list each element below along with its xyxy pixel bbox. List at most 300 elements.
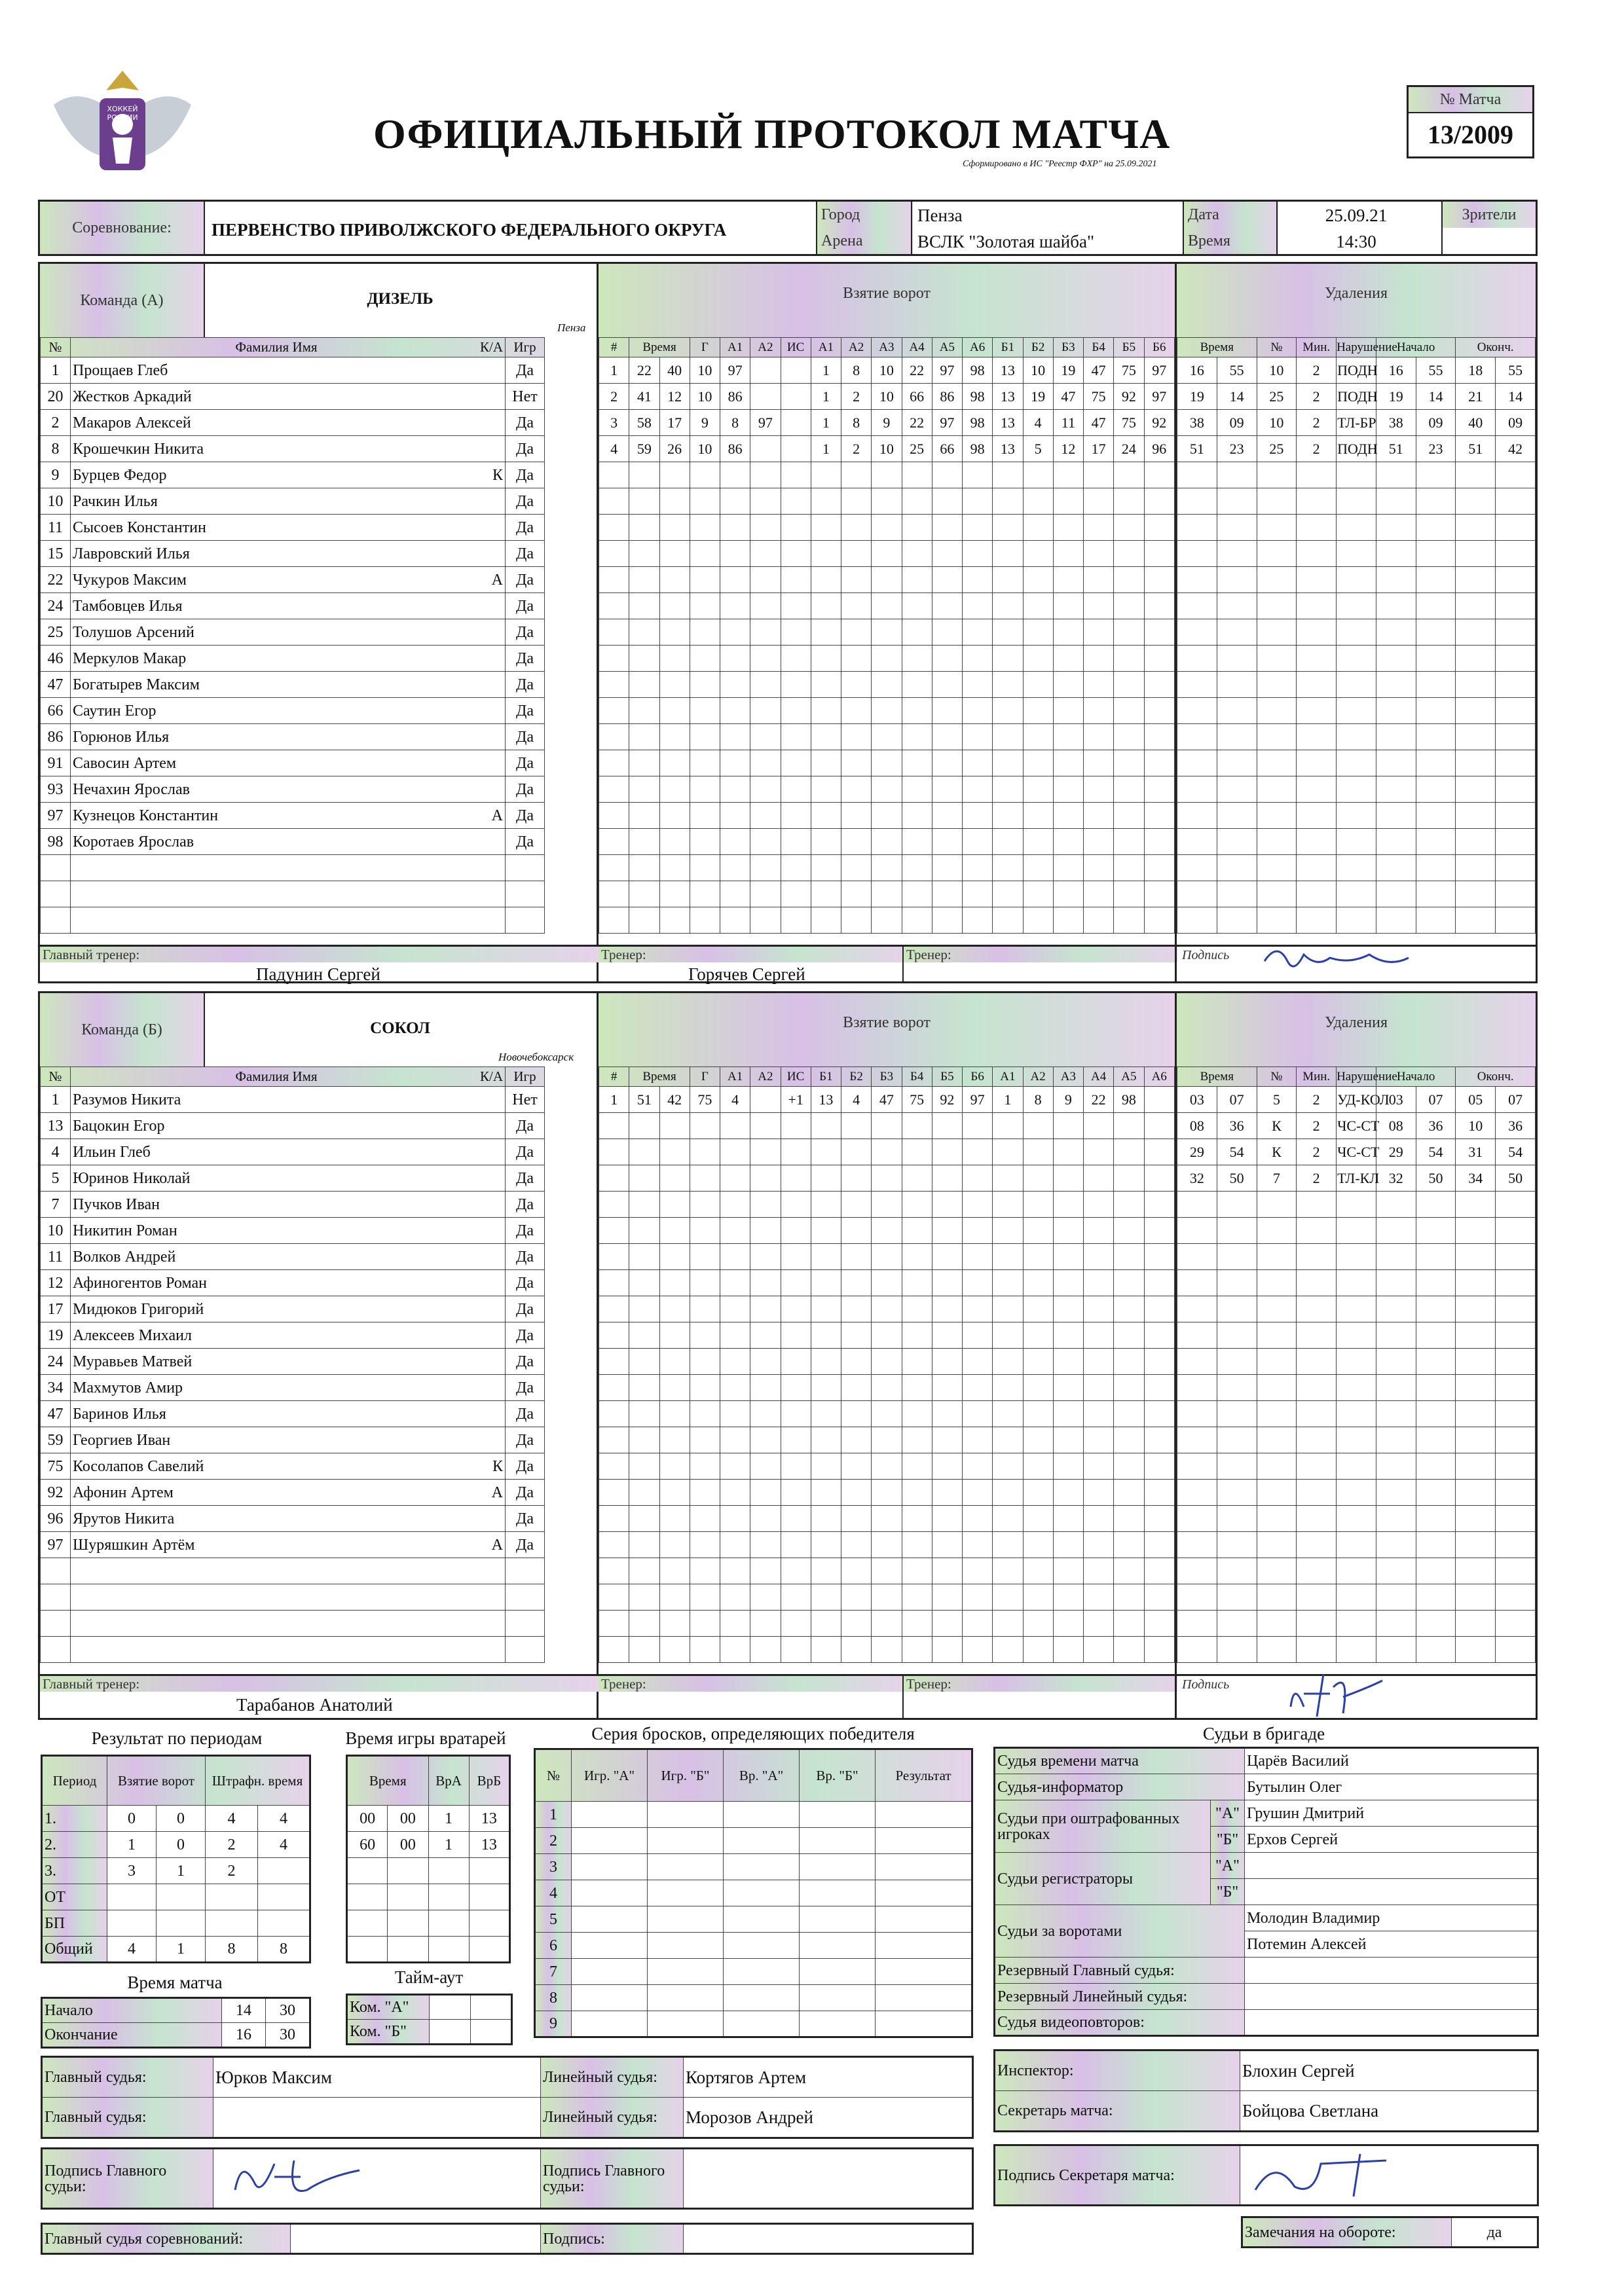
- goal-cell: [963, 1139, 993, 1165]
- player-row: [41, 881, 597, 907]
- goal-cell: [781, 1427, 811, 1453]
- col-header: Б1: [811, 1067, 841, 1087]
- shootout-cell: [648, 1802, 724, 1828]
- penalty-cell: [1376, 698, 1416, 724]
- goal-cell: [629, 1113, 659, 1139]
- goal-cell: [750, 619, 781, 646]
- penalty-cell: [1257, 1532, 1297, 1558]
- col-ka: К/А: [479, 1068, 503, 1084]
- goal-cell: 47: [1084, 357, 1114, 384]
- penalty-cell: [1337, 724, 1376, 750]
- penalty-cell: 36: [1217, 1113, 1257, 1139]
- goal-cell: [1114, 593, 1144, 619]
- goalie-value: [428, 1858, 469, 1884]
- goal-cell: [720, 672, 750, 698]
- goal-cell: [993, 750, 1023, 776]
- empty-cell: [41, 881, 71, 907]
- penalty-cell: [1416, 619, 1456, 646]
- goal-cell: [750, 881, 781, 907]
- player-row: [41, 1480, 597, 1506]
- goal-cell: [932, 462, 962, 488]
- player-played: Да: [506, 776, 545, 803]
- goal-cell: 66: [932, 436, 962, 462]
- penalty-cell: [1416, 1584, 1456, 1611]
- goal-cell: 10: [1023, 357, 1053, 384]
- goal-cell: [902, 1401, 932, 1427]
- player-row: [41, 1139, 597, 1165]
- goalie-value: 13: [469, 1832, 509, 1858]
- goal-cell: [659, 593, 690, 619]
- penalty-row: [1177, 593, 1536, 619]
- penalty-cell: [1337, 1192, 1376, 1218]
- penalty-cell: 03: [1177, 1087, 1217, 1113]
- penalty-cell: 42: [1496, 436, 1536, 462]
- penalty-cell: [1456, 1401, 1496, 1427]
- arena: ВСЛК "Золотая шайба": [917, 232, 1094, 251]
- goal-cell: [1144, 1584, 1175, 1611]
- penalty-cell: [1337, 1532, 1376, 1558]
- goal-cell: [781, 436, 811, 462]
- goal-cell: [841, 1401, 872, 1427]
- goal-cell: [599, 1637, 629, 1663]
- goal-cell: [781, 750, 811, 776]
- penalty-cell: [1376, 1375, 1416, 1401]
- penalty-cell: [1217, 1192, 1257, 1218]
- goal-cell: [750, 1584, 781, 1611]
- goal-cell: [902, 1192, 932, 1218]
- goal-cell: [1144, 1349, 1175, 1375]
- goal-cell: [1084, 1296, 1114, 1322]
- goal-cell: [872, 855, 902, 881]
- goal-cell: [659, 1611, 690, 1637]
- player-name: Прощаев Глеб: [73, 361, 168, 379]
- goal-cell: [1084, 776, 1114, 803]
- penalty-cell: [1337, 672, 1376, 698]
- col-name: [71, 1067, 506, 1087]
- goal-cell: [599, 567, 629, 593]
- goal-cell: [872, 698, 902, 724]
- goal-row: [599, 541, 1175, 567]
- goal-cell: [1114, 1506, 1144, 1532]
- goal-cell: [690, 803, 720, 829]
- goal-cell: [1114, 1296, 1144, 1322]
- goal-cell: [1023, 619, 1053, 646]
- penalty-cell: [1217, 855, 1257, 881]
- col-header: А6: [963, 338, 993, 357]
- goal-cell: [1053, 1113, 1083, 1139]
- goal-cell: [629, 1611, 659, 1637]
- goal-cell: [750, 567, 781, 593]
- goal-cell: 66: [902, 384, 932, 410]
- goal-cell: [963, 776, 993, 803]
- penalty-cell: [1496, 488, 1536, 515]
- player-name: Горюнов Илья: [73, 728, 170, 746]
- goal-cell: [1023, 1349, 1053, 1375]
- goal-cell: [1023, 1401, 1053, 1427]
- penalty-cell: [1177, 1192, 1217, 1218]
- penalty-cell: [1177, 1453, 1217, 1480]
- goal-cell: [690, 1322, 720, 1349]
- goal-cell: [932, 881, 962, 907]
- goal-cell: [659, 1244, 690, 1270]
- goal-cell: 10: [872, 436, 902, 462]
- goal-cell: [1114, 1113, 1144, 1139]
- penalty-cell: 54: [1496, 1139, 1536, 1165]
- shootout-row: [535, 2011, 972, 2037]
- goal-cell: 2: [841, 436, 872, 462]
- penalty-cell: [1416, 750, 1456, 776]
- goal-cell: [1084, 724, 1114, 750]
- player-name-cell: [71, 1427, 506, 1453]
- end-hour: 16: [222, 2023, 266, 2048]
- penalty-row: [1177, 462, 1536, 488]
- team-a-signature: [1258, 935, 1415, 983]
- penalty-cell: [1496, 567, 1536, 593]
- time: 14:30: [1336, 232, 1376, 251]
- player-played: Да: [506, 1296, 545, 1322]
- penalty-cell: [1496, 750, 1536, 776]
- goal-cell: [599, 1611, 629, 1637]
- period-value: 4: [206, 1806, 258, 1832]
- penalty-cell: [1376, 1401, 1416, 1427]
- penalty-row: [1177, 1558, 1536, 1584]
- goal-cell: [902, 1506, 932, 1532]
- goal-cell: [963, 1296, 993, 1322]
- goal-cell: [993, 646, 1023, 672]
- goal-cell: [811, 1427, 841, 1453]
- goal-cell: 2: [599, 384, 629, 410]
- penalty-cell: 32: [1177, 1165, 1217, 1192]
- penalty-cell: 51: [1376, 436, 1416, 462]
- penalty-cell: 03: [1376, 1087, 1416, 1113]
- col-header: А6: [1144, 1067, 1175, 1087]
- scorers-a-mark: "А": [1211, 1853, 1245, 1879]
- penalty-cell: [1416, 776, 1456, 803]
- penalty-cell: [1456, 593, 1496, 619]
- goal-cell: [750, 1558, 781, 1584]
- period-value: 1: [107, 1832, 157, 1858]
- penalty-cell: 7: [1257, 1165, 1297, 1192]
- goal-cell: [750, 357, 781, 384]
- goal-cell: [1053, 803, 1083, 829]
- player-name: Ильин Глеб: [73, 1143, 151, 1161]
- goal-cell: [932, 646, 962, 672]
- penalty-row: [1177, 1192, 1536, 1218]
- end-label: Окончание: [42, 2023, 222, 2048]
- goal-cell: [963, 1480, 993, 1506]
- period-value: 1: [157, 1937, 206, 1963]
- goal-cell: [629, 1270, 659, 1296]
- goal-cell: [629, 698, 659, 724]
- player-name: Георгиев Иван: [73, 1431, 171, 1449]
- goal-cell: [629, 1480, 659, 1506]
- player-row: [41, 1087, 597, 1113]
- goal-cell: [1053, 1270, 1083, 1296]
- goal-cell: [872, 1270, 902, 1296]
- goal-cell: [1144, 750, 1175, 776]
- penalty-cell: [1496, 803, 1536, 829]
- goal-cell: [599, 1165, 629, 1192]
- col-header: №: [535, 1749, 572, 1802]
- penalty-cell: [1376, 1584, 1416, 1611]
- penalty-cell: [1496, 541, 1536, 567]
- penalty-cell: 2: [1297, 1139, 1337, 1165]
- goal-cell: [1144, 1480, 1175, 1506]
- comp-ref-label: Главный судья соревнований:: [42, 2224, 291, 2254]
- col-header: Начало: [1376, 338, 1456, 357]
- player-name: Юринов Николай: [73, 1169, 191, 1187]
- col-header: А1: [720, 1067, 750, 1087]
- player-played: Да: [506, 593, 545, 619]
- goal-cell: [872, 1165, 902, 1192]
- goal-cell: [902, 829, 932, 855]
- goal-cell: [720, 1453, 750, 1480]
- goal-cell: [599, 1296, 629, 1322]
- player-played: Да: [506, 1480, 545, 1506]
- goal-cell: 10: [872, 384, 902, 410]
- penalty-cell: [1257, 672, 1297, 698]
- penalty-cell: УД-КОЛ: [1337, 1087, 1376, 1113]
- goal-cell: [1023, 515, 1053, 541]
- penalty-cell: [1217, 1558, 1257, 1584]
- player-number: 4: [41, 1139, 71, 1165]
- goal-cell: [932, 1427, 962, 1453]
- penalty-cell: [1337, 515, 1376, 541]
- penalty-cell: 21: [1456, 384, 1496, 410]
- goal-row: [599, 1558, 1175, 1584]
- goal-cell: [872, 724, 902, 750]
- penalty-cell: [1177, 541, 1217, 567]
- goal-cell: [750, 1296, 781, 1322]
- penalty-cell: 38: [1177, 410, 1217, 436]
- goal-cell: [1114, 1584, 1144, 1611]
- team-b-coach-label: Тренер:: [599, 1676, 905, 1692]
- goal-cell: [932, 1584, 962, 1611]
- period-value: 0: [107, 1806, 157, 1832]
- goal-cell: [720, 567, 750, 593]
- empty-cell: [506, 1637, 545, 1663]
- player-name-cell: [71, 803, 506, 829]
- goal-cell: [963, 1401, 993, 1427]
- penalty-cell: [1456, 776, 1496, 803]
- shootout-cell: [572, 1985, 648, 2011]
- player-name-cell: [71, 776, 506, 803]
- goal-cell: [993, 907, 1023, 934]
- goal-cell: [963, 907, 993, 934]
- player-number: 75: [41, 1453, 71, 1480]
- player-row: [41, 1113, 597, 1139]
- goal-cell: [750, 1532, 781, 1558]
- goal-cell: [841, 724, 872, 750]
- goal-cell: [629, 515, 659, 541]
- goal-cell: [963, 829, 993, 855]
- goal-cell: [750, 1480, 781, 1506]
- goal-cell: [690, 567, 720, 593]
- goal-cell: 86: [932, 384, 962, 410]
- goal-cell: [811, 1270, 841, 1296]
- penalty-cell: [1257, 593, 1297, 619]
- goal-cell: [932, 698, 962, 724]
- shootout-row: [535, 1933, 972, 1959]
- col-header: Б2: [1023, 338, 1053, 357]
- goal-cell: 2: [841, 384, 872, 410]
- col-header: Время: [1177, 1067, 1257, 1087]
- goal-cell: [993, 1453, 1023, 1480]
- goal-cell: [902, 567, 932, 593]
- goal-cell: [841, 567, 872, 593]
- goal-cell: [1144, 1244, 1175, 1270]
- player-number: 22: [41, 567, 71, 593]
- penalty-row: [1177, 1244, 1536, 1270]
- logo-text: ХОККЕЙ РОССИИ: [107, 105, 138, 122]
- penalty-cell: [1177, 593, 1217, 619]
- goal-cell: [690, 1349, 720, 1375]
- goal-cell: [993, 1401, 1023, 1427]
- penalty-cell: [1416, 541, 1456, 567]
- penalty-cell: 10: [1257, 357, 1297, 384]
- goal-cell: [872, 515, 902, 541]
- penalty-cell: К: [1257, 1139, 1297, 1165]
- penalty-cell: [1297, 1427, 1337, 1453]
- penalty-cell: [1496, 1427, 1536, 1453]
- team-b-signature: [1278, 1667, 1395, 1722]
- penalty-cell: [1496, 1532, 1536, 1558]
- penalty-cell: [1297, 646, 1337, 672]
- shootout-cell: [876, 1828, 972, 1854]
- goal-cell: [629, 803, 659, 829]
- player-name-cell: [71, 462, 506, 488]
- player-name-cell: [71, 357, 506, 384]
- penalty-cell: [1496, 855, 1536, 881]
- goal-cell: [1053, 724, 1083, 750]
- goalie-row: [347, 1910, 510, 1937]
- goal-cell: [720, 1192, 750, 1218]
- player-number: 24: [41, 593, 71, 619]
- player-row: [41, 1218, 597, 1244]
- goal-row: [599, 462, 1175, 488]
- goal-cell: 8: [841, 410, 872, 436]
- penalty-cell: [1376, 829, 1416, 855]
- info-row: [38, 200, 1538, 256]
- goal-cell: [1053, 619, 1083, 646]
- goal-cell: [629, 646, 659, 672]
- player-number: 59: [41, 1427, 71, 1453]
- goal-cell: [811, 881, 841, 907]
- goal-cell: [690, 881, 720, 907]
- goal-cell: 4: [841, 1087, 872, 1113]
- goal-row: [599, 1637, 1175, 1663]
- goal-cell: [1053, 1480, 1083, 1506]
- goal-cell: [872, 1480, 902, 1506]
- period-value: 4: [258, 1806, 310, 1832]
- penalty-cell: [1337, 1322, 1376, 1349]
- penalty-cell: [1257, 1558, 1297, 1584]
- goal-cell: [811, 488, 841, 515]
- period-name: Общий: [42, 1937, 107, 1963]
- goal-cell: [750, 724, 781, 750]
- goal-cell: [963, 724, 993, 750]
- period-value: 4: [107, 1937, 157, 1963]
- player-number: 93: [41, 776, 71, 803]
- player-played: Да: [506, 515, 545, 541]
- penalty-cell: [1297, 1270, 1337, 1296]
- goal-cell: [659, 462, 690, 488]
- period-value: [157, 1910, 206, 1937]
- penalty-cell: 38: [1376, 410, 1416, 436]
- goalie-value: [469, 1884, 509, 1910]
- goal-cell: [690, 1558, 720, 1584]
- goal-cell: [690, 855, 720, 881]
- goal-cell: [629, 567, 659, 593]
- penalty-cell: [1496, 672, 1536, 698]
- penalty-cell: [1456, 907, 1496, 934]
- goal-cell: [993, 541, 1023, 567]
- player-number: 15: [41, 541, 71, 567]
- goal-cell: [1084, 1480, 1114, 1506]
- period-value: [107, 1884, 157, 1910]
- player-role: А: [491, 571, 503, 589]
- penalty-cell: [1337, 907, 1376, 934]
- goal-cell: [963, 698, 993, 724]
- goal-cell: [1114, 855, 1144, 881]
- goal-cell: [1084, 1453, 1114, 1480]
- penalty-cell: [1496, 1296, 1536, 1322]
- penalty-cell: [1217, 1453, 1257, 1480]
- penalty-cell: [1376, 1270, 1416, 1296]
- col-header: Мин.: [1297, 1067, 1337, 1087]
- goal-cell: [902, 1322, 932, 1349]
- goal-cell: [1023, 1192, 1053, 1218]
- empty-cell: [41, 1584, 71, 1611]
- player-name: Макаров Алексей: [73, 414, 191, 431]
- goal-cell: [599, 724, 629, 750]
- goal-cell: [720, 1401, 750, 1427]
- goal-cell: [932, 515, 962, 541]
- period-name: 3.: [42, 1858, 107, 1884]
- team-b-goals-table: [599, 1066, 1175, 1663]
- goal-cell: 1: [811, 357, 841, 384]
- penalty-cell: [1217, 567, 1257, 593]
- period-name: БП: [42, 1910, 107, 1937]
- logo: [41, 59, 204, 196]
- goal-cell: [750, 1113, 781, 1139]
- penalty-cell: [1257, 646, 1297, 672]
- penalty-cell: [1376, 1453, 1416, 1480]
- goal-cell: [720, 1244, 750, 1270]
- penalty-cell: [1297, 1637, 1337, 1663]
- goal-cell: [841, 646, 872, 672]
- player-number: 86: [41, 724, 71, 750]
- player-played: Да: [506, 488, 545, 515]
- goal-cell: [720, 462, 750, 488]
- goal-cell: [1084, 619, 1114, 646]
- penalty-cell: 25: [1257, 384, 1297, 410]
- goal-cell: [1084, 855, 1114, 881]
- goal-cell: [629, 1349, 659, 1375]
- goal-cell: [872, 881, 902, 907]
- goal-cell: [872, 567, 902, 593]
- penalty-cell: [1177, 1584, 1217, 1611]
- penalty-cell: [1177, 1611, 1217, 1637]
- player-name-cell: [71, 1296, 506, 1322]
- penalty-cell: [1177, 881, 1217, 907]
- goal-cell: [1144, 1113, 1175, 1139]
- penalty-cell: [1456, 619, 1496, 646]
- periods-title: Результат по периодам: [91, 1728, 263, 1748]
- goal-cell: [841, 907, 872, 934]
- goalie-value: [388, 1937, 428, 1963]
- goal-cell: [781, 803, 811, 829]
